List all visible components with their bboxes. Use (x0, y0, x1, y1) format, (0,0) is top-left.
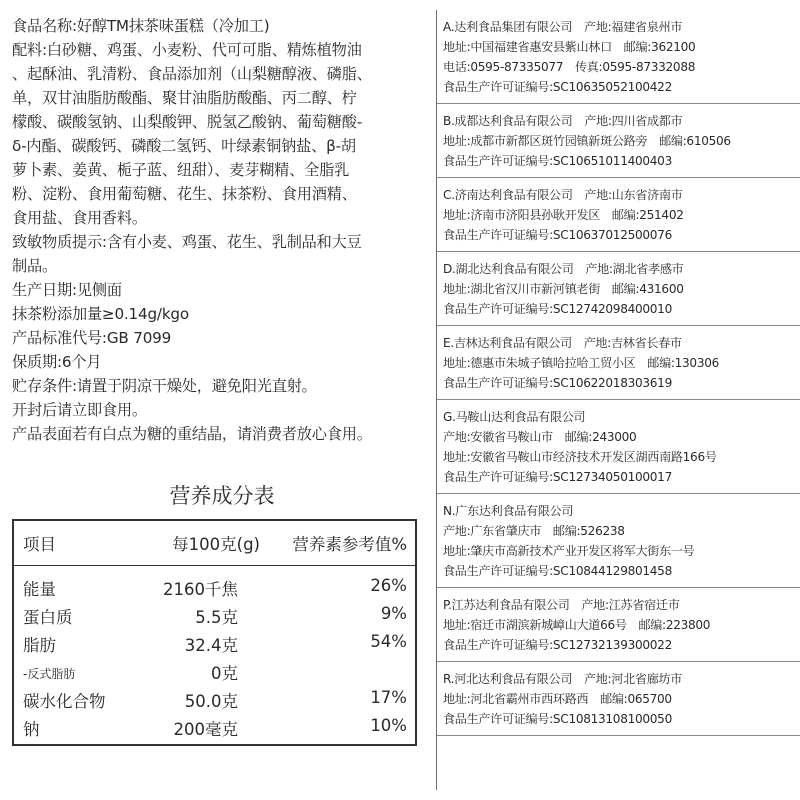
manufacturers-panel (437, 10, 800, 736)
manufacturer-line: 地址:成都市新都区斑竹园镇新斑公路旁 邮编:610506 (443, 134, 731, 148)
ingredient-text-line: 致敏物质提示:含有小麦、鸡蛋、花生、乳制品和大豆 (12, 233, 362, 251)
nutrient-nrv: 10% (370, 716, 407, 735)
manufacturer-block (437, 104, 800, 178)
ingredient-text-line: 产品表面若有白点为糖的重结晶，请消费者放心食用。 (12, 425, 372, 443)
ingredient-text-line: 食品名称:好醇TM抹茶味蛋糕（冷加工) (12, 17, 270, 35)
manufacturer-line: 地址:肇庆市高新技术产业开发区将军大街东一号 (443, 544, 695, 558)
manufacturer-line: R.河北达利食品有限公司 产地:河北省廊坊市 (443, 672, 683, 686)
manufacturer-line: 地址:中国福建省惠安县紫山林口 邮编:362100 (443, 40, 696, 54)
manufacturer-line: 地址:宿迁市湖滨新城嶂山大道66号 邮编:223800 (443, 618, 711, 632)
nutrient-amount: 2160千焦 (163, 580, 238, 599)
nutrition-title: 营养成分表 (169, 484, 275, 508)
manufacturer-line: D.湖北达利食品有限公司 产地:湖北省孝感市 (443, 262, 684, 276)
ingredient-text-line: 萝卜素、姜黄、栀子蓝、纽甜）、麦芽糊精、全脂乳 (12, 161, 350, 179)
ingredient-text-line: 、起酥油、乳清粉、食品添加剂（山梨糖醇液、磷脂、 (12, 65, 372, 83)
manufacturer-line: 地址:德惠市朱城子镇哈拉哈工贸小区 邮编:130306 (443, 356, 719, 370)
manufacturer-line: 食品生产许可证编号:SC10651011400403 (443, 154, 672, 168)
manufacturer-line: 地址:湖北省汉川市新河镇老街 邮编:431600 (443, 282, 684, 296)
manufacturer-line: N.广东达利食品有限公司 (443, 504, 574, 518)
manufacturer-line: 食品生产许可证编号:SC10637012500076 (443, 228, 672, 242)
nutrition-row (14, 573, 415, 601)
ingredients-panel (12, 14, 432, 446)
manufacturer-block (437, 588, 800, 662)
manufacturer-block (437, 494, 800, 588)
manufacturer-line: 食品生产许可证编号:SC10844129801458 (443, 564, 672, 578)
header-per-100g: 每100克(g) (172, 535, 260, 554)
nutrient-nrv: 9% (380, 604, 407, 623)
ingredient-text-line: 产品标准代号:GB 7099 (12, 329, 172, 347)
nutrition-row (14, 601, 415, 629)
nutrient-amount: 200毫克 (173, 720, 238, 739)
manufacturer-line: 电话:0595-87335077 传真:0595-87332088 (443, 60, 696, 74)
ingredient-text-line: 保质期:6个月 (12, 353, 102, 371)
ingredient-text-line: 抹茶粉添加量≥0.14g/kgo (12, 305, 189, 323)
ingredient-text-line: 檬酸、碳酸氢钠、山梨酸钾、脱氢乙酸钠、葡萄糖酸- (12, 113, 362, 131)
header-nrv: 营养素参考值% (292, 535, 407, 554)
ingredient-text-line: 生产日期:见侧面 (12, 281, 122, 299)
manufacturer-line: E.吉林达利食品有限公司 产地:吉林省长春市 (443, 336, 682, 350)
nutrition-header-row (14, 521, 415, 566)
ingredient-text-line: 配料:白砂糖、鸡蛋、小麦粉、代可可脂、精炼植物油 (12, 41, 362, 59)
manufacturer-block (437, 326, 800, 400)
manufacturer-line: 食品生产许可证编号:SC10622018303619 (443, 376, 672, 390)
manufacturer-block (437, 400, 800, 494)
ingredient-text-line: 开封后请立即食用。 (12, 401, 147, 419)
nutrient-nrv: 17% (370, 688, 407, 707)
nutrition-table (12, 519, 417, 746)
manufacturer-line: 食品生产许可证编号:SC10635052100422 (443, 80, 672, 94)
nutrition-row (14, 713, 415, 741)
nutrition-row (14, 657, 415, 685)
nutrient-nrv: 54% (370, 632, 407, 651)
nutrient-name: 碳水化合物 (23, 692, 106, 711)
manufacturer-block (437, 178, 800, 252)
manufacturer-line: 食品生产许可证编号:SC12742098400010 (443, 302, 672, 316)
ingredient-text-line: 贮存条件:请置于阴凉干燥处，避免阳光直射。 (12, 377, 317, 395)
manufacturer-block (437, 662, 800, 736)
manufacturer-line: A.达利食品集团有限公司 产地:福建省泉州市 (443, 20, 683, 34)
manufacturer-line: 食品生产许可证编号:SC10813108100050 (443, 712, 672, 726)
nutrient-amount: 50.0克 (184, 692, 238, 711)
nutrient-name: 钠 (23, 720, 40, 739)
nutrient-amount: 32.4克 (184, 636, 238, 655)
ingredient-text-line: δ-内酯、碳酸钙、磷酸二氢钙、叶绿素铜钠盐、β-胡 (12, 137, 356, 155)
nutrition-body (14, 566, 415, 741)
nutrient-amount: 0克 (211, 664, 238, 683)
nutrition-row (14, 629, 415, 657)
manufacturer-line: 食品生产许可证编号:SC12732139300022 (443, 638, 672, 652)
nutrient-name: 脂肪 (23, 636, 56, 655)
manufacturer-line: G.马鞍山达利食品有限公司 (443, 410, 586, 424)
manufacturer-line: B.成都达利食品有限公司 产地:四川省成都市 (443, 114, 683, 128)
manufacturer-block (437, 10, 800, 104)
ingredient-text-line: 食用盐、食用香料。 (12, 209, 147, 227)
nutrient-name: 能量 (23, 580, 56, 599)
ingredient-text-line: 粉、淀粉、食用葡萄糖、花生、抹茶粉、食用酒精、 (12, 185, 357, 203)
manufacturer-line: 地址:安徽省马鞍山市经济技术开发区湖西南路166号 (443, 450, 717, 464)
nutrient-name: 蛋白质 (23, 608, 73, 627)
nutrition-row (14, 685, 415, 713)
manufacturer-line: P.江苏达利食品有限公司 产地:江苏省宿迁市 (443, 598, 680, 612)
manufacturer-line: C.济南达利食品有限公司 产地:山东省济南市 (443, 188, 683, 202)
nutrient-amount: 5.5克 (195, 608, 238, 627)
manufacturer-block (437, 252, 800, 326)
manufacturer-line: 地址:济南市济阳县孙耿开发区 邮编:251402 (443, 208, 684, 222)
ingredient-text-line: 单，双甘油脂肪酸酯、聚甘油脂肪酸酯、丙二醇、柠 (12, 89, 357, 107)
ingredient-text-line: 制品。 (12, 257, 57, 275)
nutrient-nrv: 26% (370, 576, 407, 595)
manufacturer-line: 产地:广东省肇庆市 邮编:526238 (443, 524, 625, 538)
header-item: 项目 (23, 535, 56, 554)
nutrient-name: -反式脂肪 (23, 667, 76, 681)
manufacturer-line: 产地:安徽省马鞍山市 邮编:243000 (443, 430, 637, 444)
manufacturer-line: 地址:河北省霸州市西环路西 邮编:065700 (443, 692, 672, 706)
manufacturer-line: 食品生产许可证编号:SC12734050100017 (443, 470, 672, 484)
